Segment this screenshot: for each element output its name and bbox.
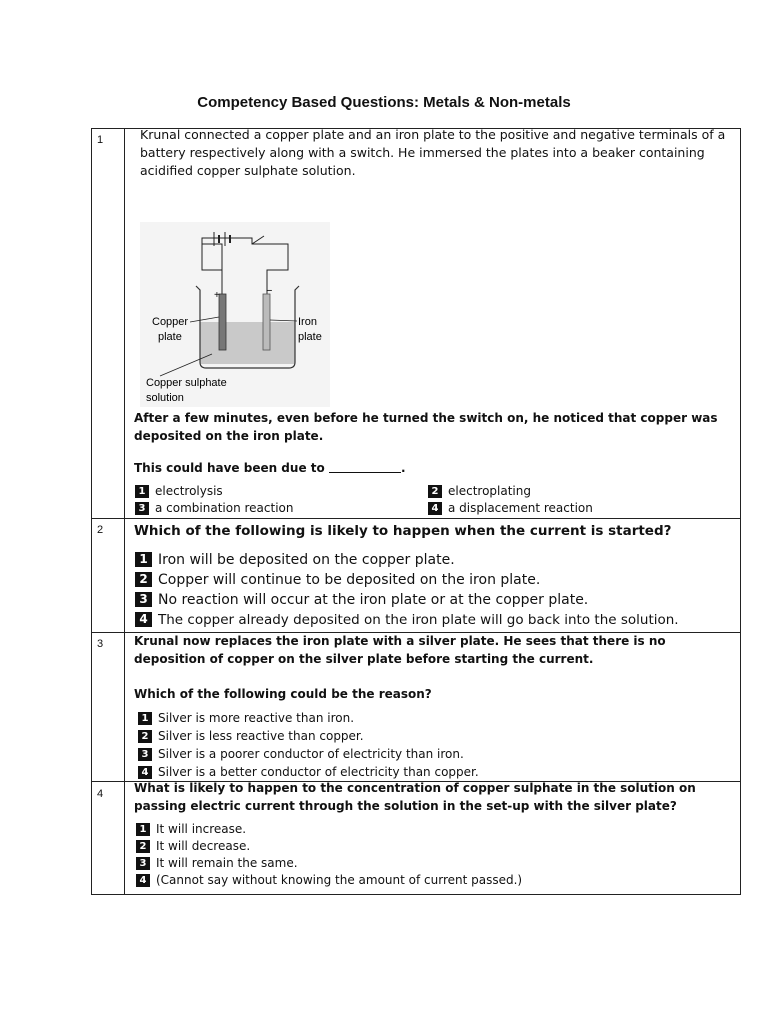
- prompt-text: This could have been due to: [134, 461, 325, 475]
- option-text: No reaction will occur at the iron plate or at the copper plate.: [158, 592, 589, 608]
- q4-option-2[interactable]: [136, 839, 250, 854]
- question-1-text: Krunal connected a copper plate and an iron plate to the positive and negative terminals of a battery respectively along with a switch. He immersed the plates into a beaker containing acidified copper sulphate solution.: [140, 127, 726, 178]
- q3-option-2[interactable]: [138, 729, 364, 744]
- option-text: electroplating: [448, 484, 531, 498]
- q4-option-4[interactable]: [136, 873, 522, 888]
- option-number-badge: 3: [136, 857, 150, 870]
- question-number-1: 1: [97, 134, 104, 146]
- option-number-badge: 2: [428, 485, 442, 498]
- plus-sign: +: [214, 290, 220, 301]
- option-number-badge: 4: [138, 766, 152, 779]
- row-divider-1: [91, 518, 741, 519]
- option-number-badge: 2: [135, 572, 152, 587]
- label-copper: Copper: [152, 316, 189, 328]
- label-solution: Copper sulphate: [146, 377, 227, 389]
- copper-plate: [219, 294, 226, 350]
- q1-option-2[interactable]: [428, 484, 531, 499]
- question-3-prompt: Which of the following could be the reason?: [134, 687, 432, 701]
- option-text: It will remain the same.: [156, 856, 298, 870]
- answer-blank: [329, 460, 401, 473]
- question-number-2: 2: [97, 524, 104, 536]
- option-text: Iron will be deposited on the copper plate.: [158, 552, 455, 568]
- q2-option-3[interactable]: [135, 591, 588, 609]
- minus-sign: −: [266, 285, 273, 297]
- option-number-badge: 3: [138, 748, 152, 761]
- option-text: a combination reaction: [155, 501, 294, 515]
- q1-option-4[interactable]: [428, 501, 593, 516]
- q3-option-4[interactable]: [138, 765, 479, 780]
- q1-option-3[interactable]: [135, 501, 294, 516]
- question-number-4: 4: [97, 788, 104, 800]
- option-text: a displacement reaction: [448, 501, 593, 515]
- label-iron-plate: plate: [298, 331, 322, 343]
- question-3-text: Krunal now replaces the iron plate with a silver plate. He sees that there is no deposition of copper on the silver plate before starting the current.: [134, 634, 666, 666]
- q4-option-1[interactable]: [136, 822, 246, 837]
- option-number-badge: 4: [428, 502, 442, 515]
- solution: [200, 322, 295, 364]
- option-text: electrolysis: [155, 484, 223, 498]
- option-text: Silver is a better conductor of electricity than copper.: [158, 765, 479, 779]
- option-number-badge: 3: [135, 592, 152, 607]
- option-number-badge: 1: [136, 823, 150, 836]
- q2-option-2[interactable]: [135, 571, 540, 589]
- option-number-badge: 2: [136, 840, 150, 853]
- option-number-badge: 4: [135, 612, 152, 627]
- label-solution-2: solution: [146, 392, 184, 404]
- question-1-prompt: [134, 459, 734, 477]
- option-text: Copper will continue to be deposited on the iron plate.: [158, 572, 541, 588]
- option-number-badge: 4: [136, 874, 150, 887]
- option-text: It will decrease.: [156, 839, 251, 853]
- option-number-badge: 1: [138, 712, 152, 725]
- q3-option-3[interactable]: [138, 747, 464, 762]
- question-1-observation: After a few minutes, even before he turned the switch on, he noticed that copper was deposited on the iron plate.: [134, 411, 718, 443]
- option-text: The copper already deposited on the iron plate will go back into the solution.: [158, 612, 679, 628]
- option-number-badge: 1: [135, 552, 152, 567]
- question-2-text: Which of the following is likely to happen when the current is started?: [134, 523, 672, 539]
- label-iron: Iron: [298, 316, 317, 328]
- iron-plate: [263, 294, 270, 350]
- option-number-badge: 1: [135, 485, 149, 498]
- question-number-3: 3: [97, 638, 104, 650]
- option-text: Silver is less reactive than copper.: [158, 729, 364, 743]
- label-copper-plate: plate: [158, 331, 182, 343]
- option-text: Silver is more reactive than iron.: [158, 711, 355, 725]
- column-divider: [124, 128, 125, 895]
- q2-option-1[interactable]: [135, 551, 455, 569]
- q1-option-1[interactable]: [135, 484, 223, 499]
- option-text: (Cannot say without knowing the amount of current passed.): [156, 873, 523, 887]
- option-text: It will increase.: [156, 822, 247, 836]
- q3-option-1[interactable]: [138, 711, 354, 726]
- q2-option-4[interactable]: [135, 611, 679, 629]
- prompt-end: .: [400, 461, 406, 475]
- electrolysis-diagram: [140, 222, 330, 407]
- q4-option-3[interactable]: [136, 856, 298, 871]
- page-title: Competency Based Questions: Metals & Non-metals: [197, 94, 571, 111]
- option-text: Silver is a poorer conductor of electricity than iron.: [158, 747, 464, 761]
- question-4-text: What is likely to happen to the concentration of copper sulphate in the solution on passing electric current through the solution in the set-up with the silver plate?: [134, 781, 696, 813]
- option-number-badge: 2: [138, 730, 152, 743]
- option-number-badge: 3: [135, 502, 149, 515]
